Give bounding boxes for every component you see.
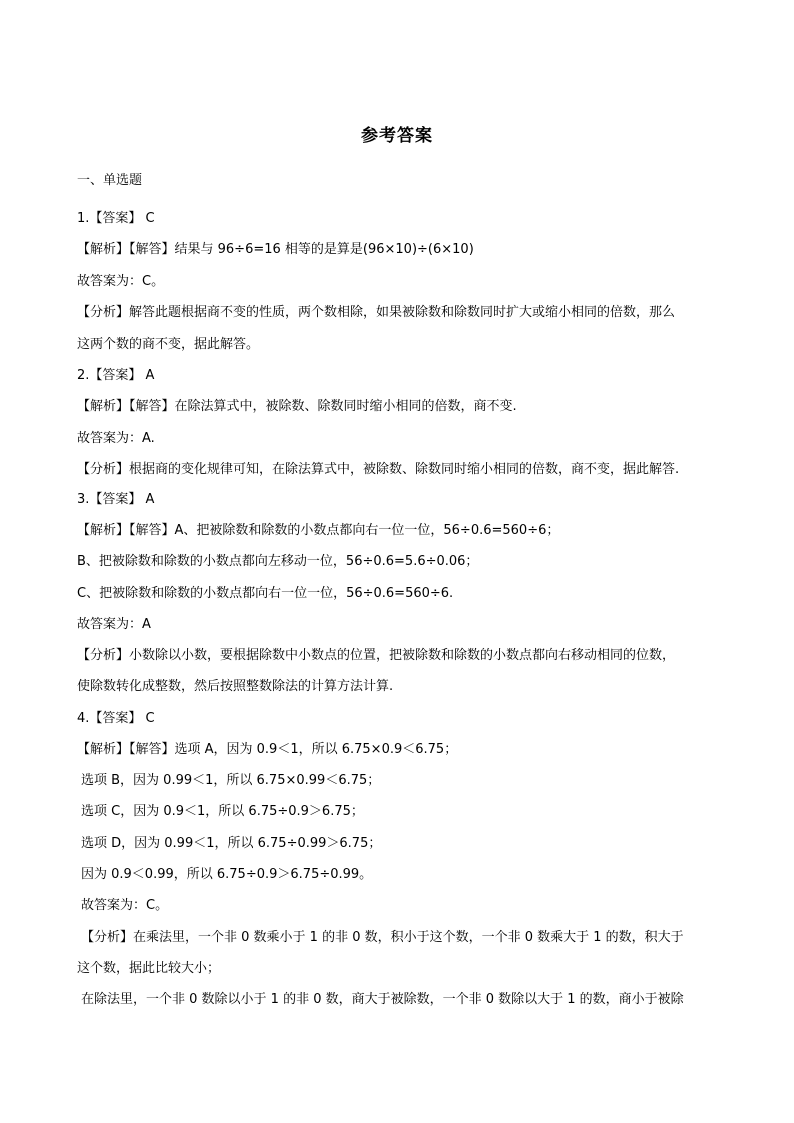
- page-title: 参考答案: [361, 126, 433, 146]
- section-heading: 一、单选题: [77, 173, 143, 188]
- explanation-line: 选项 B，因为 0.99＜1，所以 6.75×0.99＜6.75；: [81, 773, 381, 788]
- explanation-line: 选项 C，因为 0.9＜1，所以 6.75÷0.9＞6.75；: [81, 804, 364, 819]
- analysis-line: 【分析】小数除以小数，要根据除数中小数点的位置，把被除数和除数的小数点都向右移动相同的位数，: [77, 648, 676, 663]
- answer-line: 1.【答案】 C: [77, 211, 155, 226]
- explanation-line: 因为 0.9＜0.99，所以 6.75÷0.9＞6.75÷0.99。: [81, 867, 373, 882]
- conclusion-line: 故答案为：A: [77, 617, 151, 632]
- analysis-line: 在除法里，一个非 0 数除以小于 1 的非 0 数，商大于被除数，一个非 0 数除以大于 1 的数，商小于被除: [81, 992, 684, 1007]
- analysis-line: 这两个数的商不变，据此解答。: [77, 337, 260, 352]
- explanation-line: 【解析】【解答】A、把被除数和除数的小数点都向右一位一位，56÷0.6=560÷6；: [77, 523, 560, 538]
- explanation-line: C、把被除数和除数的小数点都向右一位一位，56÷0.6=560÷6.: [77, 586, 454, 601]
- explanation-line: 选项 D，因为 0.99＜1，所以 6.75÷0.99＞6.75；: [81, 836, 382, 851]
- analysis-line: 【分析】在乘法里，一个非 0 数乘小于 1 的非 0 数，积小于这个数，一个非 0 数乘大于 1 的数，积大于: [81, 930, 684, 945]
- conclusion-line: 故答案为：C。: [77, 274, 165, 289]
- answer-line: 4.【答案】 C: [77, 711, 155, 726]
- answer-line: 2.【答案】 A: [77, 368, 155, 383]
- explanation-line: B、把被除数和除数的小数点都向左移动一位，56÷0.6=5.6÷0.06；: [77, 554, 479, 569]
- analysis-line: 【分析】解答此题根据商不变的性质，两个数相除，如果被除数和除数同时扩大或缩小相同的倍数，那么: [77, 305, 676, 320]
- explanation-line: 【解析】【解答】在除法算式中，被除数、除数同时缩小相同的倍数，商不变.: [77, 399, 517, 414]
- answer-line: 3.【答案】 A: [77, 492, 155, 507]
- explanation-line: 【解析】【解答】结果与 96÷6=16 相等的是算是(96×10)÷(6×10): [77, 242, 474, 257]
- explanation-line: 【解析】【解答】选项 A，因为 0.9＜1，所以 6.75×0.9＜6.75；: [77, 742, 458, 757]
- analysis-line: 【分析】根据商的变化规律可知，在除法算式中，被除数、除数同时缩小相同的倍数，商不变，据此解答.: [77, 462, 680, 477]
- analysis-line: 这个数，据此比较大小；: [77, 961, 221, 976]
- conclusion-line: 故答案为：C。: [81, 898, 169, 913]
- analysis-line: 使除数转化成整数，然后按照整数除法的计算方法计算.: [77, 679, 394, 694]
- conclusion-line: 故答案为：A.: [77, 431, 155, 446]
